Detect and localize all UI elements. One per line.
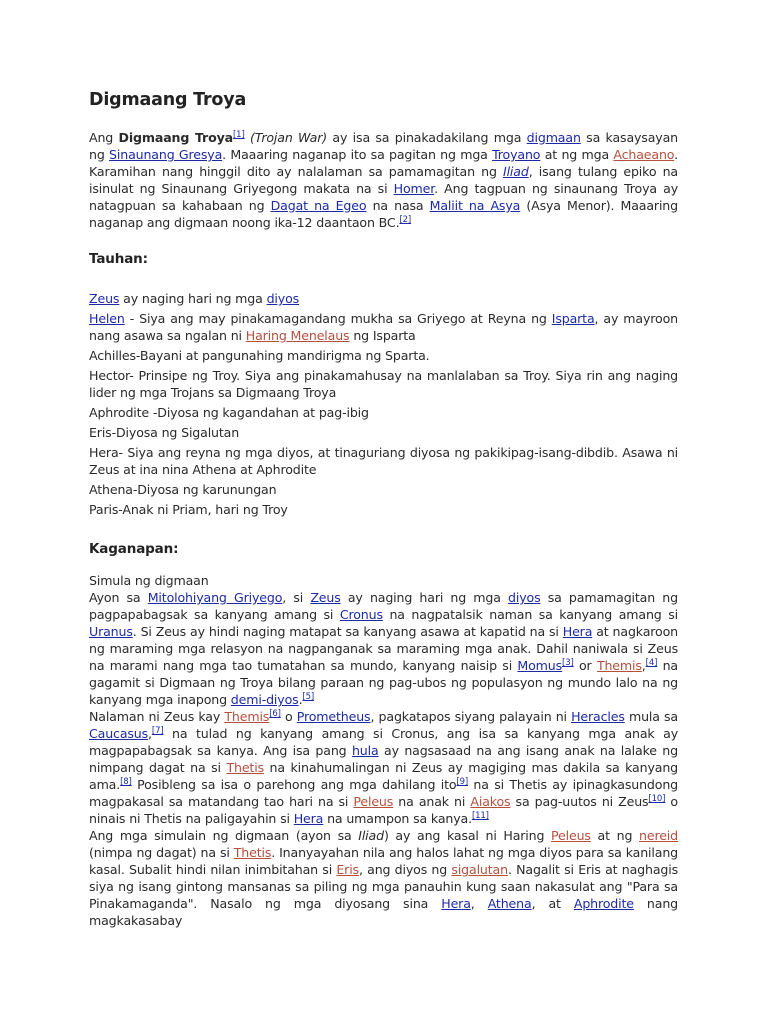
ref-2[interactable] <box>399 215 411 225</box>
ref-5[interactable] <box>302 692 314 702</box>
text: na si Thetis ay ipinagkasundong magpakasal sa matandang tao hari na si <box>89 777 678 809</box>
link-hula[interactable]: hula <box>351 743 379 758</box>
ref-1[interactable] <box>233 130 245 140</box>
text: Nalaman ni Zeus kay <box>89 709 225 724</box>
text: sa pamamagitan ng pagpapabagsak sa kanyang amang si <box>89 590 678 622</box>
character-paris: Paris-Anak ni Priam, hari ng Troy <box>89 502 288 517</box>
text: ay isa sa pinakadakilang mga <box>327 130 527 145</box>
text: or <box>573 658 597 673</box>
text: , si <box>282 590 311 605</box>
text: mula sa <box>624 709 678 724</box>
link-iliad[interactable]: Iliad <box>503 164 529 179</box>
link-sigalutan[interactable]: sigalutan <box>451 862 508 877</box>
text: ay naging hari ng mga <box>340 590 509 605</box>
text: at nagkaroon ng maraming mga relasyon na nagpanganak sa maraming mga anak. Dahil naniwala si Zeus na marami nang mga tao tumatahan sa mundo, kanyang naisip si <box>89 624 678 673</box>
subsection-title: Simula ng digmaan <box>89 573 209 588</box>
intro-paragraph <box>89 129 678 231</box>
text: Posibleng sa isa o parehong ang mga dahilang ito <box>131 777 457 792</box>
iliad-title: Iliad <box>358 828 384 843</box>
link-hera[interactable]: Hera <box>562 624 593 639</box>
text: . Ang tagpuan ng sinaunang Troya ay natagpuan sa kahabaan ng <box>89 181 678 213</box>
link-thetis[interactable]: Thetis <box>233 845 272 860</box>
link-thetis[interactable]: Thetis <box>226 760 264 775</box>
character-aphrodite: Aphrodite -Diyosa ng kagandahan at pag-ibig <box>89 405 369 420</box>
spacer <box>89 268 678 290</box>
link-diyos[interactable]: diyos <box>266 291 300 306</box>
text: ay naging hari ng mga <box>119 291 267 306</box>
text: , ang diyos ng <box>358 862 452 877</box>
character-helen <box>89 310 678 344</box>
text: , <box>470 896 488 911</box>
ref-9[interactable] <box>456 777 468 787</box>
link-aphrodite[interactable]: Aphrodite <box>573 896 634 911</box>
link-hera[interactable]: Hera <box>441 896 471 911</box>
link-sinaunang-gresya[interactable]: Sinaunang Gresya <box>109 147 223 162</box>
link-diyos[interactable]: diyos <box>508 590 541 605</box>
link-zeus[interactable]: Zeus <box>89 291 120 306</box>
text: . Maaaring naganap ito sa pagitan ng mga <box>222 147 493 162</box>
link-zeus[interactable]: Zeus <box>310 590 341 605</box>
ref-8[interactable] <box>120 777 132 787</box>
link-helen[interactable]: Helen <box>89 311 125 326</box>
text: , isang tulang epiko na isinulat ng Sinaunang Griyegong makata na si <box>89 164 678 196</box>
text: , <box>148 726 152 741</box>
ref-link[interactable]: [8] <box>120 776 132 787</box>
link-mitolohiyang-griyego[interactable]: Mitolohiyang Griyego <box>147 590 283 605</box>
character-hera: Hera- Siya ang reyna ng mga diyos, at tinaguriang diyosa ng pakikipag-isang-dibdib. Asawa ni Zeus at ina nina Athena at Aphrodite <box>89 445 678 477</box>
link-demi-diyos[interactable]: demi-diyos <box>230 692 299 707</box>
link-hera[interactable]: Hera <box>293 811 324 826</box>
link-prometheus[interactable]: Prometheus <box>296 709 371 724</box>
link-themis[interactable]: Themis <box>224 709 270 724</box>
link-homer[interactable]: Homer <box>393 181 435 196</box>
text: - Siya ang may pinakamagandang mukha sa Griyego at Reyna ng <box>124 311 552 326</box>
ref-link[interactable]: [11] <box>471 810 489 821</box>
link-maliit-na-asya[interactable]: Maliit na Asya <box>429 198 521 213</box>
ref-link[interactable]: [6] <box>269 708 281 719</box>
link-caucasus[interactable]: Caucasus <box>89 726 149 741</box>
ref-11[interactable] <box>472 811 489 821</box>
link-themis[interactable]: Themis <box>596 658 642 673</box>
section-heading-kaganapan: Kaganapan: <box>89 541 179 557</box>
character-athena: Athena-Diyosa ng karunungan <box>89 482 277 497</box>
link-uranus[interactable]: Uranus <box>89 624 133 639</box>
text: sa kasaysayan ng <box>89 130 678 162</box>
text: . Nagalit si Eris at naghagis siya ng isang gintong mansanas sa piling ng mga panauhin kung saan nakasulat ang "Para sa Pinakamaganda". Nasalo ng mga diyosang sina <box>89 862 678 911</box>
spacer <box>89 231 678 251</box>
link-cronus[interactable]: Cronus <box>339 607 383 622</box>
text: na nasa <box>366 198 430 213</box>
link-digmaan[interactable]: digmaan <box>526 130 581 145</box>
link-peleus[interactable]: Peleus <box>353 794 394 809</box>
text: o <box>280 709 297 724</box>
link-haring-menelaus[interactable]: Haring Menelaus <box>245 328 350 343</box>
text: Ang mga simulain ng digmaan (ayon sa <box>89 828 359 843</box>
ref-link[interactable]: [1] <box>233 129 245 140</box>
ref-3[interactable] <box>562 658 574 668</box>
character-eris: Eris-Diyosa ng Sigalutan <box>89 425 240 440</box>
text: . Inanyayahan nila ang halos lahat ng mga diyos para sa kanilang kasal. Subalit hindi nilan inimbitahan si <box>89 845 679 877</box>
link-isparta[interactable]: Isparta <box>551 311 595 326</box>
text: . <box>298 692 303 707</box>
text: na nagpatalsik naman sa kanyang amang si <box>382 607 678 622</box>
text: Ang <box>89 130 119 145</box>
character-zeus <box>89 290 678 307</box>
link-momus[interactable]: Momus <box>517 658 563 673</box>
ref-link[interactable]: [7] <box>151 725 164 736</box>
text: ng Isparta <box>349 328 416 343</box>
ref-6[interactable] <box>269 709 281 719</box>
spacer <box>89 521 678 541</box>
text: Ayon sa <box>89 590 148 605</box>
text: , pagkatapos siyang palayain ni <box>370 709 572 724</box>
article <box>89 92 678 929</box>
ref-10[interactable] <box>648 794 665 804</box>
text: ay nagsasaad na ang isang anak na lalake ng nimpang dagat na si <box>89 743 678 775</box>
link-peleus[interactable]: Peleus <box>551 828 591 843</box>
text: na umampon sa kanya. <box>323 811 472 826</box>
ref-link[interactable]: [10] <box>648 793 666 804</box>
character-achilles: Achilles-Bayani at pangunahing mandirigma ng Sparta. <box>89 348 430 363</box>
paragraph-simulain <box>89 827 678 929</box>
text: at ng <box>590 828 640 843</box>
text: ) ay ang kasal ni Haring <box>383 828 552 843</box>
text: na anak ni <box>393 794 471 809</box>
ref-4[interactable] <box>646 658 658 668</box>
text: na tulad ng kanyang amang si Cronus, ang isa sa kanyang mga anak ay magpapabagsak sa kanya. Ang isa pang <box>89 726 678 758</box>
link-nereid[interactable]: nereid <box>639 828 678 843</box>
link-heracles[interactable]: Heracles <box>571 709 625 724</box>
text: (Asya Menor). Maaaring naganap ang digmaan noong ika-12 daantaon BC. <box>89 198 678 230</box>
text: na gagamit si Digmaan ng Troya bilang paraan ng pag-ubos ng populasyon ng mundo lalo na ng kanyang mga inapong <box>89 658 678 707</box>
text: , <box>641 658 646 673</box>
spacer <box>89 558 678 572</box>
text: o ninais ni Thetis na paligayahin si <box>89 794 678 826</box>
ref-link[interactable]: [9] <box>456 776 469 787</box>
ref-link[interactable]: [2] <box>399 214 412 225</box>
link-troyano[interactable]: Troyano <box>492 147 541 162</box>
text: . Si Zeus ay hindi naging matapat sa kanyang asawa at kapatid na si <box>132 624 563 639</box>
link-eris[interactable]: Eris <box>336 862 359 877</box>
text: (nimpa ng dagat) na si <box>89 845 234 860</box>
ref-link[interactable]: [3] <box>562 657 574 668</box>
ref-7[interactable] <box>152 726 164 736</box>
page-title: Digmaang Troya <box>89 90 247 110</box>
text: at ng mga <box>540 147 614 162</box>
article-subject: Digmaang Troya <box>118 130 234 145</box>
character-hector: Hector- Prinsipe ng Troy. Siya ang pinakamahusay na manlalaban sa Troy. Siya rin ang naging lider ng mga Trojans sa Digmaang Troya <box>89 368 678 400</box>
link-aiakos[interactable]: Aiakos <box>470 794 511 809</box>
text: , ay mayroon nang asawa sa ngalan ni <box>89 311 678 343</box>
paragraph-nalaman <box>89 708 678 827</box>
link-achaeano[interactable]: Achaeano <box>613 147 675 162</box>
text: na kinahumalingan ni Zeus ay magiging mas dakila sa kanyang ama. <box>89 760 678 792</box>
english-name: (Trojan War) <box>250 130 328 145</box>
link-dagat-na-egeo[interactable]: Dagat na Egeo <box>270 198 367 213</box>
paragraph-ayon <box>89 589 678 708</box>
section-heading-tauhan: Tauhan: <box>89 251 148 267</box>
text: nang magkakasabay <box>89 896 679 928</box>
ref-link[interactable]: [5] <box>302 691 315 702</box>
text: , at <box>531 896 574 911</box>
text: sa pag-uutos ni Zeus <box>510 794 649 809</box>
link-athena[interactable]: Athena <box>487 896 532 911</box>
ref-link[interactable]: [4] <box>645 657 658 668</box>
text: . Karamihan nang hinggil dito ay nalalaman sa pamamagitan ng <box>89 147 678 179</box>
